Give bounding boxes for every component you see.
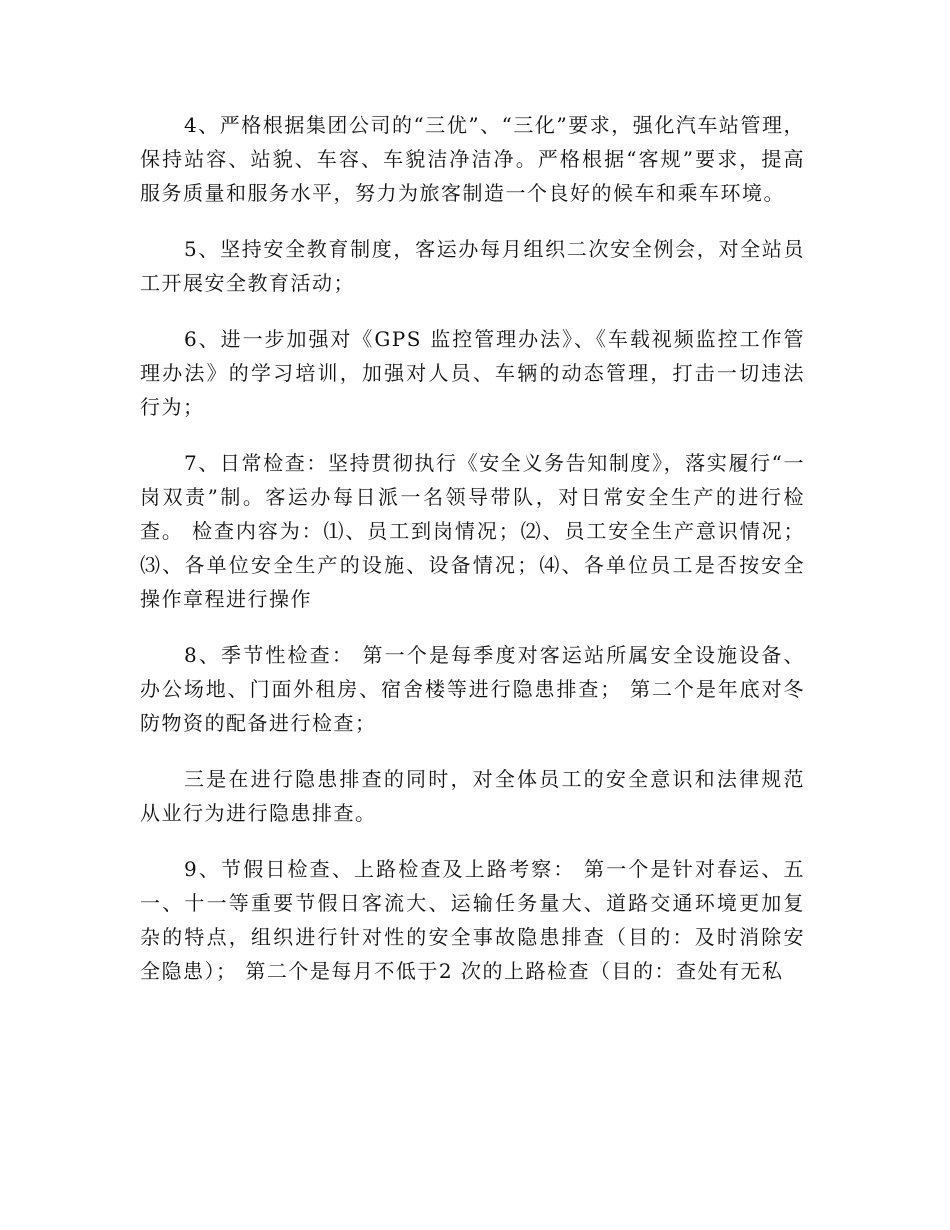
paragraph-5: 5、坚持安全教育制度，客运办每月组织二次安全例会，对全站员工开展安全教育活动； bbox=[140, 237, 805, 295]
paragraph-6: 6、进一步加强对《GPS 监控管理办法》、《车载视频监控工作管理办法》的学习培训，加强对人员、车辆的动态管理，打击一切违法行为； bbox=[140, 327, 805, 419]
paragraph-7: 7、日常检查：坚持贯彻执行《安全义务告知制度》，落实履行“一岗双责”制。客运办每日派一名领导带队，对日常安全生产的进行检查。 检查内容为：⑴、员工到岗情况；⑵、员工安全生产意识情况；⑶、各单位安全生产的设施、设备情况；⑷、各单位员工是否按安全操作章程进行操作 bbox=[140, 451, 805, 611]
paragraph-4: 4、严格根据集团公司的“三优”、“三化”要求，强化汽车站管理，保持站容、站貌、车容、车貌洁净洁净。严格根据“客规”要求，提高服务质量和服务水平，努力为旅客制造一个良好的候车和乘车环境。 bbox=[140, 113, 805, 205]
document-body bbox=[140, 108, 805, 1010]
paragraph-9: 9、节假日检查、上路检查及上路考察： 第一个是针对春运、五一、十一等重要节假日客流大、运输任务量大、道路交通环境更加复杂的特点，组织进行针对性的安全事故隐患排查（目的：及时消除安全隐患）； 第二个是每月不低于2 次的上路检查（目的：查处有无私 bbox=[140, 857, 805, 983]
paragraph-8: 8、季节性检查： 第一个是每季度对客运站所属安全设施设备、办公场地、门面外租房、宿舍楼等进行隐患排查； 第二个是年底对冬防物资的配备进行检查； bbox=[140, 643, 805, 735]
paragraph-8-third: 三是在进行隐患排查的同时，对全体员工的安全意识和法律规范从业行为进行隐患排查。 bbox=[140, 767, 805, 825]
